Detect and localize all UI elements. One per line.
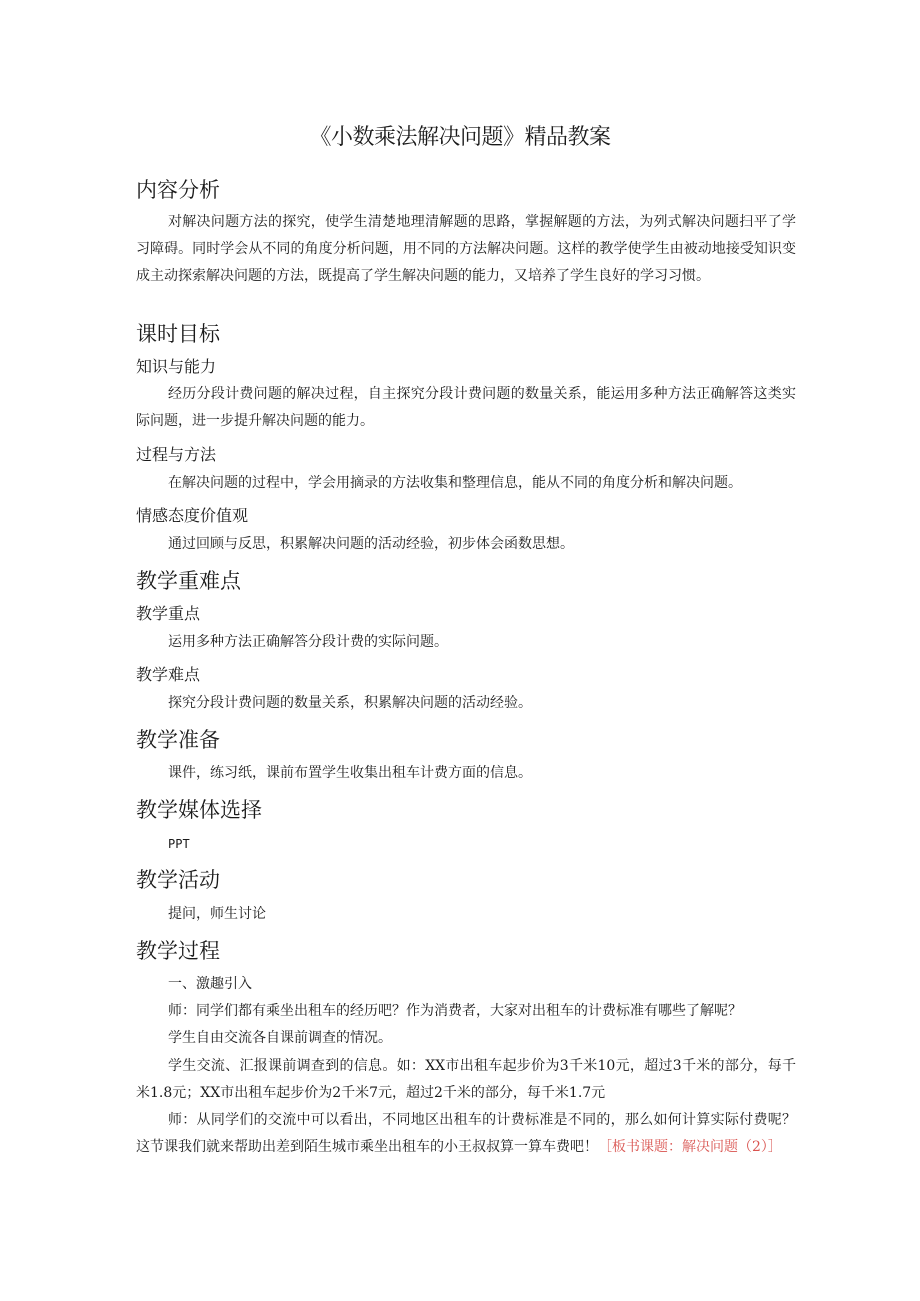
heading-lesson-goals: 课时目标 [136,322,220,346]
subheading-process-method: 过程与方法 [136,445,217,464]
board-title-annotation: ［板书课题：解决问题（2）］ [598,1139,782,1155]
paragraph-student-exchange: 学生自由交流各自课前调查的情况。 [168,1030,392,1046]
paragraph-media-selection: PPT [168,837,190,851]
heading-media-selection: 教学媒体选择 [136,798,262,822]
subheading-knowledge-ability: 知识与能力 [136,357,217,376]
paragraph-teacher-question: 师：同学们都有乘坐出租车的经历吧？作为消费者，大家对出租车的计费标准有哪些了解呢？ [168,1003,742,1019]
paragraph-student-report: 学生交流、汇报课前调查到的信息。如：XX市出租车起步价为3千米10元，超过3千米的部分，每千米1.8元；XX市出租车起步价为2千米7元，超过2千米的部分，每千米1.7元 [136,1058,796,1101]
heading-teaching-process: 教学过程 [136,939,220,963]
paragraph-process-method: 在解决问题的过程中，学会用摘录的方法收集和整理信息，能从不同的角度分析和解决问题。 [168,475,742,491]
heading-key-difficult-points: 教学重难点 [136,569,241,593]
heading-preparation: 教学准备 [136,728,220,752]
paragraph-activities: 提问，师生讨论 [168,906,266,922]
paragraph-difficult-point: 探究分段计费问题的数量关系，积累解决问题的活动经验。 [168,695,532,711]
heading-content-analysis: 内容分析 [136,178,220,202]
subheading-emotion-values: 情感态度价值观 [136,506,249,525]
paragraph-key-point: 运用多种方法正确解答分段计费的实际问题。 [168,634,448,650]
paragraph-content-analysis: 对解决问题方法的探究，使学生清楚地理清解题的思路，掌握解题的方法，为列式解决问题扫平了学习障碍。同时学会从不同的角度分析问题，用不同的方法解决问题。这样的教学使学生由被动地接受知识变成主动探索解决问题的方法，既提高了学生解决问题的能力，又培养了学生良好的学习习惯。 [136,214,796,284]
paragraph-teacher-summary [136,1107,796,1161]
paragraph-emotion-values: 通过回顾与反思，积累解决问题的活动经验，初步体会函数思想。 [168,536,574,552]
paragraph-intro: 一、激趣引入 [168,976,252,992]
document-title: 《小数乘法解决问题》精品教案 [309,125,611,150]
paragraph-knowledge-ability: 经历分段计费问题的解决过程，自主探究分段计费问题的数量关系，能运用多种方法正确解答这类实际问题，进一步提升解决问题的能力。 [136,386,796,429]
heading-activities: 教学活动 [136,868,220,892]
teacher-summary-text: 师：从同学们的交流中可以看出，不同地区出租车的计费标准是不同的，那么如何计算实际付费呢？这节课我们就来帮助出差到陌生城市乘坐出租车的小王叔叔算一算车费吧！ [136,1112,796,1155]
subheading-key-point: 教学重点 [136,604,201,623]
paragraph-preparation: 课件，练习纸，课前布置学生收集出租车计费方面的信息。 [168,765,532,781]
subheading-difficult-point: 教学难点 [136,665,201,684]
